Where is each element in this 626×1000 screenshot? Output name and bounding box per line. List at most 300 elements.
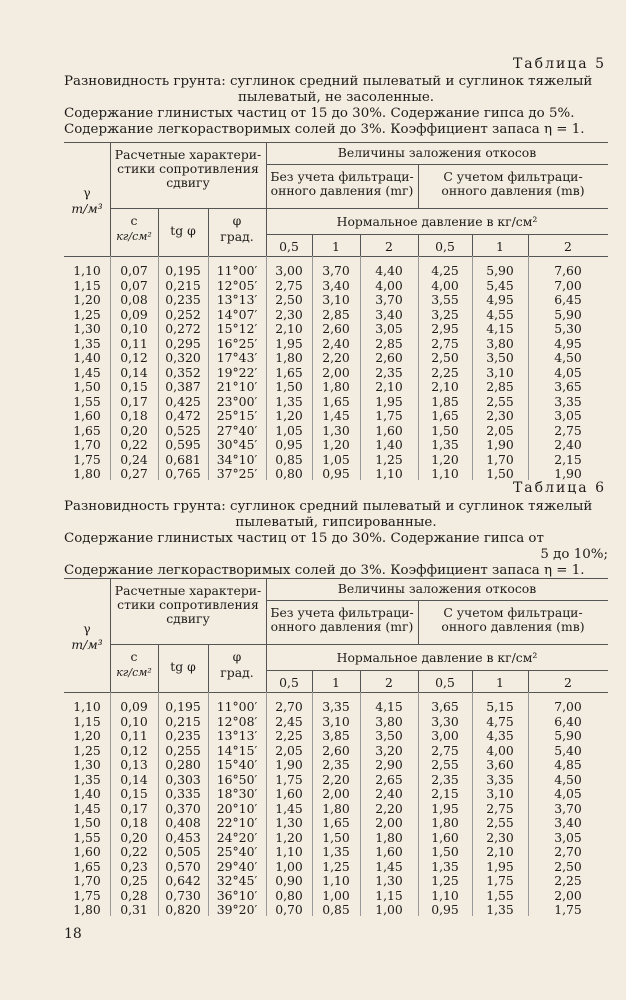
table-row	[0, 293, 626, 308]
table-cell: 1,75	[73, 451, 101, 467]
gamma-unit: т/м³	[71, 637, 103, 652]
table-cell: 0,235	[165, 292, 201, 307]
table-cell: 1,35	[73, 335, 101, 351]
header-rule-filtration	[266, 208, 608, 209]
table-cell: 32°45′	[216, 873, 258, 888]
table-cell: 0,08	[120, 292, 148, 307]
table-cell: 16°25′	[216, 335, 258, 351]
table-cell: 25°40′	[216, 844, 258, 859]
table-cell: 0,280	[165, 757, 201, 772]
table-row	[0, 845, 626, 860]
table-cell: 13°13′	[216, 728, 258, 743]
table6-desc-3: Содержание глинистых частиц от 15 до 30%. Содержание гипса от	[64, 531, 544, 546]
table-cell: 0,13	[120, 757, 148, 772]
table-cell: 2,35	[322, 757, 350, 772]
table-cell: 6,40	[554, 713, 582, 729]
table-cell: 1,00	[322, 887, 350, 903]
table-cell: 5,30	[554, 321, 582, 336]
table-cell: 4,95	[554, 335, 582, 351]
pressure-col-5: 2	[564, 239, 572, 254]
table-cell: 0,28	[120, 887, 148, 903]
header-rule-slopes	[266, 164, 608, 165]
table-cell: 3,35	[486, 771, 514, 787]
table-cell: 1,35	[322, 844, 350, 859]
header-bottom-rule	[64, 256, 608, 257]
table-cell: 1,10	[431, 887, 459, 903]
table-cell: 0,453	[165, 829, 201, 845]
table-cell: 14°15′	[216, 742, 258, 758]
table-cell: 39°20′	[216, 902, 258, 917]
table-cell: 1,60	[375, 422, 403, 438]
table-cell: 2,40	[554, 437, 582, 452]
table-cell: 1,60	[375, 844, 403, 859]
table-cell: 2,75	[275, 277, 303, 293]
table-cell: 1,15	[73, 277, 101, 293]
c-header: c	[130, 649, 138, 664]
table-cell: 2,70	[275, 699, 303, 714]
table-cell: 3,00	[431, 728, 459, 743]
slopes-header: Величины заложения откосов	[337, 145, 537, 160]
with-filtration-2: онного давления (mв)	[441, 619, 585, 634]
table5-desc-3: Содержание глинистых частиц от 15 до 30%. Содержание гипса до 5%.	[64, 106, 575, 121]
table-cell: 4,95	[486, 292, 514, 307]
table-cell: 2,25	[275, 728, 303, 743]
tg-header: tg φ	[170, 659, 196, 674]
table-cell: 0,22	[120, 437, 148, 452]
table-cell: 11°00′	[216, 263, 258, 278]
table-cell: 2,00	[322, 364, 350, 380]
table-cell: 2,05	[486, 422, 514, 438]
table-cell: 1,25	[322, 858, 350, 874]
table-row	[0, 744, 626, 759]
table-cell: 4,05	[554, 364, 582, 380]
table-cell: 0,09	[120, 699, 148, 714]
table-cell: 0,10	[120, 713, 148, 729]
table-row	[0, 279, 626, 294]
table-row	[0, 787, 626, 802]
table-cell: 3,35	[322, 699, 350, 714]
table-cell: 1,35	[275, 393, 303, 409]
table-cell: 0,95	[322, 466, 350, 481]
table-cell: 3,80	[486, 335, 514, 351]
table6-title: Таблица 6	[512, 480, 606, 496]
table-cell: 0,642	[165, 873, 201, 888]
table-cell: 3,55	[431, 292, 459, 307]
table-cell: 4,75	[486, 713, 514, 729]
table-cell: 0,15	[120, 786, 148, 801]
table-row	[0, 366, 626, 381]
table-cell: 0,525	[165, 422, 201, 438]
table-cell: 7,00	[554, 699, 582, 714]
table-cell: 1,90	[486, 437, 514, 452]
table-cell: 0,370	[165, 800, 201, 816]
table-top-rule	[64, 578, 608, 579]
pressure-col-3: 0,5	[435, 239, 455, 254]
table-cell: 2,15	[431, 786, 459, 801]
table-cell: 2,20	[375, 800, 403, 816]
table-cell: 1,20	[275, 408, 303, 423]
phi-header: φ	[232, 213, 242, 228]
table-cell: 4,00	[375, 277, 403, 293]
table-cell: 1,75	[554, 902, 582, 917]
pressure-col-3: 0,5	[435, 675, 455, 690]
table-cell: 3,40	[322, 277, 350, 293]
table-cell: 4,55	[486, 306, 514, 322]
table-cell: 0,23	[120, 858, 148, 874]
normal-pressure-header: Нормальное давление в кг/см²	[336, 214, 538, 229]
table-cell: 2,10	[375, 379, 403, 394]
table-cell: 1,50	[431, 422, 459, 438]
with-filtration-1: С учетом фильтраци-	[443, 605, 583, 620]
table-row	[0, 700, 626, 715]
table-cell: 1,90	[554, 466, 582, 481]
table-cell: 3,10	[322, 292, 350, 307]
table-row	[0, 831, 626, 846]
table-cell: 0,07	[120, 263, 148, 278]
table-row	[0, 860, 626, 875]
table-cell: 1,25	[73, 742, 101, 758]
table6-desc-5: Содержание легкорастворимых солей до 3%. Коэффициент запаса η = 1.	[64, 563, 585, 578]
table-cell: 1,70	[73, 437, 101, 452]
table6-desc-1: Разновидность грунта: суглинок средний пылеватый и суглинок тяжелый	[64, 499, 593, 514]
table-cell: 2,85	[322, 306, 350, 322]
table-row	[0, 903, 626, 918]
shear-header-2: стики сопротивления	[117, 161, 259, 176]
phi-unit: град.	[220, 229, 254, 244]
table-cell: 5,90	[554, 728, 582, 743]
table-cell: 1,30	[375, 873, 403, 888]
table-cell: 0,252	[165, 306, 201, 322]
table-cell: 1,25	[73, 306, 101, 322]
table-cell: 16°50′	[216, 771, 258, 787]
no-filtration-2: онного давления (mг)	[270, 183, 414, 198]
table-cell: 0,295	[165, 335, 201, 351]
table-cell: 0,17	[120, 800, 148, 816]
header-rule-filtration	[266, 644, 608, 645]
table-cell: 1,50	[73, 379, 101, 394]
table-cell: 2,75	[486, 800, 514, 816]
table-cell: 1,00	[275, 858, 303, 874]
table-cell: 0,18	[120, 408, 148, 423]
table-cell: 0,195	[165, 699, 201, 714]
table-cell: 2,90	[375, 757, 403, 772]
table-cell: 0,408	[165, 815, 201, 830]
table-cell: 1,75	[275, 771, 303, 787]
table-cell: 0,20	[120, 422, 148, 438]
table5-desc-2: пылеватый, не засоленные.	[237, 90, 435, 105]
table-cell: 3,10	[322, 713, 350, 729]
table-row	[0, 715, 626, 730]
table-cell: 1,25	[375, 451, 403, 467]
gamma-symbol: γ	[83, 621, 91, 636]
table-cell: 1,25	[431, 873, 459, 888]
table-row	[0, 395, 626, 410]
table-cell: 5,45	[486, 277, 514, 293]
table-cell: 1,80	[73, 466, 101, 481]
pressure-col-5: 2	[564, 675, 572, 690]
table-cell: 2,10	[431, 379, 459, 394]
table5-desc-1: Разновидность грунта: суглинок средний пылеватый и суглинок тяжелый	[64, 74, 593, 89]
table-cell: 1,15	[375, 887, 403, 903]
table-cell: 1,95	[275, 335, 303, 351]
table-cell: 2,55	[486, 393, 514, 409]
table-cell: 4,85	[554, 757, 582, 772]
table-cell: 2,75	[431, 742, 459, 758]
table-row	[0, 308, 626, 323]
c-header: c	[130, 213, 138, 228]
table-cell: 1,20	[275, 829, 303, 845]
table-cell: 3,70	[375, 292, 403, 307]
table-cell: 0,10	[120, 321, 148, 336]
table-cell: 2,25	[554, 873, 582, 888]
table-cell: 1,60	[73, 408, 101, 423]
table-cell: 17°43′	[216, 350, 258, 365]
table-cell: 1,05	[275, 422, 303, 438]
table-cell: 0,235	[165, 728, 201, 743]
table-cell: 1,80	[375, 829, 403, 845]
table-cell: 2,75	[431, 335, 459, 351]
table-cell: 2,60	[375, 350, 403, 365]
header-rule-shear	[110, 644, 266, 645]
table-cell: 0,24	[120, 451, 148, 467]
table-cell: 3,05	[554, 408, 582, 423]
table-cell: 2,95	[431, 321, 459, 336]
pressure-col-0: 0,5	[279, 675, 299, 690]
phi-unit: град.	[220, 665, 254, 680]
pressure-col-4: 1	[496, 675, 504, 690]
table-cell: 21°10′	[216, 379, 258, 394]
table-cell: 1,30	[322, 422, 350, 438]
table-row	[0, 380, 626, 395]
header-rule-pressure	[266, 670, 608, 671]
table-cell: 0,95	[275, 437, 303, 452]
table-cell: 0,255	[165, 742, 201, 758]
table-cell: 0,387	[165, 379, 201, 394]
table-cell: 4,15	[375, 699, 403, 714]
table-cell: 1,45	[375, 858, 403, 874]
shear-header-1: Расчетные характери-	[114, 147, 262, 162]
table-cell: 0,25	[120, 873, 148, 888]
table-row	[0, 729, 626, 744]
table-cell: 1,45	[73, 364, 101, 380]
table-cell: 1,05	[322, 451, 350, 467]
table-cell: 23°00′	[216, 393, 258, 409]
with-filtration-1: С учетом фильтраци-	[443, 169, 583, 184]
table-cell: 1,30	[73, 757, 101, 772]
table-cell: 1,00	[375, 902, 403, 917]
normal-pressure-header: Нормальное давление в кг/см²	[336, 650, 538, 665]
table-cell: 1,80	[322, 800, 350, 816]
table-cell: 0,472	[165, 408, 201, 423]
table-cell: 1,10	[73, 263, 101, 278]
table-cell: 1,70	[73, 873, 101, 888]
table-cell: 0,09	[120, 306, 148, 322]
table-cell: 1,60	[73, 844, 101, 859]
table-cell: 0,11	[120, 728, 148, 743]
table-cell: 0,27	[120, 466, 148, 481]
table-cell: 3,30	[431, 713, 459, 729]
table-cell: 1,35	[431, 437, 459, 452]
table-cell: 3,20	[375, 742, 403, 758]
table-cell: 1,50	[275, 379, 303, 394]
header-bottom-rule	[64, 692, 608, 693]
table-cell: 1,70	[486, 451, 514, 467]
table-cell: 1,10	[275, 844, 303, 859]
table-cell: 0,14	[120, 364, 148, 380]
table-cell: 0,80	[275, 887, 303, 903]
table-cell: 1,80	[322, 379, 350, 394]
table-cell: 2,20	[322, 771, 350, 787]
table-cell: 0,335	[165, 786, 201, 801]
table-cell: 1,75	[375, 408, 403, 423]
table-cell: 1,95	[431, 800, 459, 816]
table-cell: 7,00	[554, 277, 582, 293]
table-cell: 2,20	[322, 350, 350, 365]
table6	[0, 576, 626, 916]
table-row	[0, 351, 626, 366]
pressure-col-1: 1	[332, 239, 340, 254]
table-cell: 1,55	[73, 393, 101, 409]
table-cell: 2,55	[431, 757, 459, 772]
table-cell: 0,11	[120, 335, 148, 351]
table-row	[0, 322, 626, 337]
table-cell: 30°45′	[216, 437, 258, 452]
table-cell: 1,80	[73, 902, 101, 917]
table-row	[0, 424, 626, 439]
table-cell: 5,90	[486, 263, 514, 278]
table-cell: 3,40	[375, 306, 403, 322]
table-cell: 3,65	[554, 379, 582, 394]
table-cell: 2,10	[275, 321, 303, 336]
table-cell: 2,75	[554, 422, 582, 438]
table-cell: 2,00	[322, 786, 350, 801]
table-cell: 2,05	[275, 742, 303, 758]
table-cell: 0,07	[120, 277, 148, 293]
table-cell: 1,10	[375, 466, 403, 481]
table-cell: 6,45	[554, 292, 582, 307]
table-cell: 0,85	[275, 451, 303, 467]
table-cell: 2,85	[486, 379, 514, 394]
table-cell: 34°10′	[216, 451, 258, 467]
table-row	[0, 438, 626, 453]
table-cell: 3,60	[486, 757, 514, 772]
no-filtration-1: Без учета фильтраци-	[270, 605, 414, 620]
table-row	[0, 337, 626, 352]
table-cell: 1,60	[431, 829, 459, 845]
table-cell: 2,50	[554, 858, 582, 874]
table-cell: 4,00	[431, 277, 459, 293]
table-cell: 1,95	[375, 393, 403, 409]
gamma-unit: т/м³	[71, 201, 103, 216]
table-cell: 3,65	[431, 699, 459, 714]
table-cell: 1,65	[322, 815, 350, 830]
table-cell: 1,30	[73, 321, 101, 336]
table-cell: 1,20	[73, 728, 101, 743]
table-cell: 1,20	[322, 437, 350, 452]
table-cell: 4,15	[486, 321, 514, 336]
header-rule-slopes	[266, 600, 608, 601]
table-cell: 1,20	[431, 451, 459, 467]
table-cell: 0,215	[165, 713, 201, 729]
table-cell: 1,45	[73, 800, 101, 816]
table-cell: 1,90	[275, 757, 303, 772]
table-cell: 7,60	[554, 263, 582, 278]
table-cell: 14°07′	[216, 306, 258, 322]
table-cell: 2,30	[275, 306, 303, 322]
table-cell: 3,05	[375, 321, 403, 336]
table-cell: 2,00	[554, 887, 582, 903]
table-row	[0, 758, 626, 773]
table-cell: 3,70	[554, 800, 582, 816]
table-cell: 1,10	[322, 873, 350, 888]
table-cell: 0,303	[165, 771, 201, 787]
table-cell: 0,215	[165, 277, 201, 293]
table-cell: 0,31	[120, 902, 148, 917]
table-cell: 2,15	[554, 451, 582, 467]
table-cell: 1,40	[73, 786, 101, 801]
table-cell: 1,80	[431, 815, 459, 830]
table-cell: 0,505	[165, 844, 201, 859]
table-cell: 2,00	[375, 815, 403, 830]
table-cell: 0,820	[165, 902, 201, 917]
table-row	[0, 773, 626, 788]
table-cell: 27°40′	[216, 422, 258, 438]
table-cell: 1,75	[73, 887, 101, 903]
header-rule-shear	[110, 208, 266, 209]
table-cell: 3,50	[375, 728, 403, 743]
table-cell: 15°12′	[216, 321, 258, 336]
no-filtration-2: онного давления (mг)	[270, 619, 414, 634]
table-cell: 0,425	[165, 393, 201, 409]
table-cell: 0,12	[120, 350, 148, 365]
table-cell: 25°15′	[216, 408, 258, 423]
table-cell: 2,55	[486, 815, 514, 830]
no-filtration-1: Без учета фильтраци-	[270, 169, 414, 184]
table-cell: 1,65	[322, 393, 350, 409]
table-cell: 0,320	[165, 350, 201, 365]
table-cell: 1,65	[431, 408, 459, 423]
table-cell: 4,40	[375, 263, 403, 278]
table-cell: 4,00	[486, 742, 514, 758]
table6-desc-2: пылеватый, гипсированные.	[235, 515, 437, 530]
page-number: 18	[64, 926, 82, 942]
with-filtration-2: онного давления (mв)	[441, 183, 585, 198]
table-cell: 1,80	[275, 350, 303, 365]
pressure-col-1: 1	[332, 675, 340, 690]
table-cell: 0,681	[165, 451, 201, 467]
table-cell: 0,15	[120, 379, 148, 394]
table-cell: 1,50	[322, 829, 350, 845]
table-cell: 4,05	[554, 786, 582, 801]
table-cell: 11°00′	[216, 699, 258, 714]
table-cell: 2,70	[554, 844, 582, 859]
table-cell: 1,65	[73, 858, 101, 874]
table-cell: 18°30′	[216, 786, 258, 801]
table-cell: 3,00	[275, 263, 303, 278]
table-cell: 1,65	[275, 364, 303, 380]
c-unit: кг/см²	[116, 230, 152, 243]
table-cell: 1,35	[73, 771, 101, 787]
table-cell: 2,60	[322, 321, 350, 336]
table-cell: 3,05	[554, 829, 582, 845]
table-cell: 1,30	[275, 815, 303, 830]
table-row	[0, 409, 626, 424]
shear-header-3: сдвигу	[166, 175, 210, 190]
shear-header-2: стики сопротивления	[117, 597, 259, 612]
table-cell: 3,35	[554, 393, 582, 409]
table-cell: 2,85	[375, 335, 403, 351]
table-cell: 12°05′	[216, 277, 258, 293]
